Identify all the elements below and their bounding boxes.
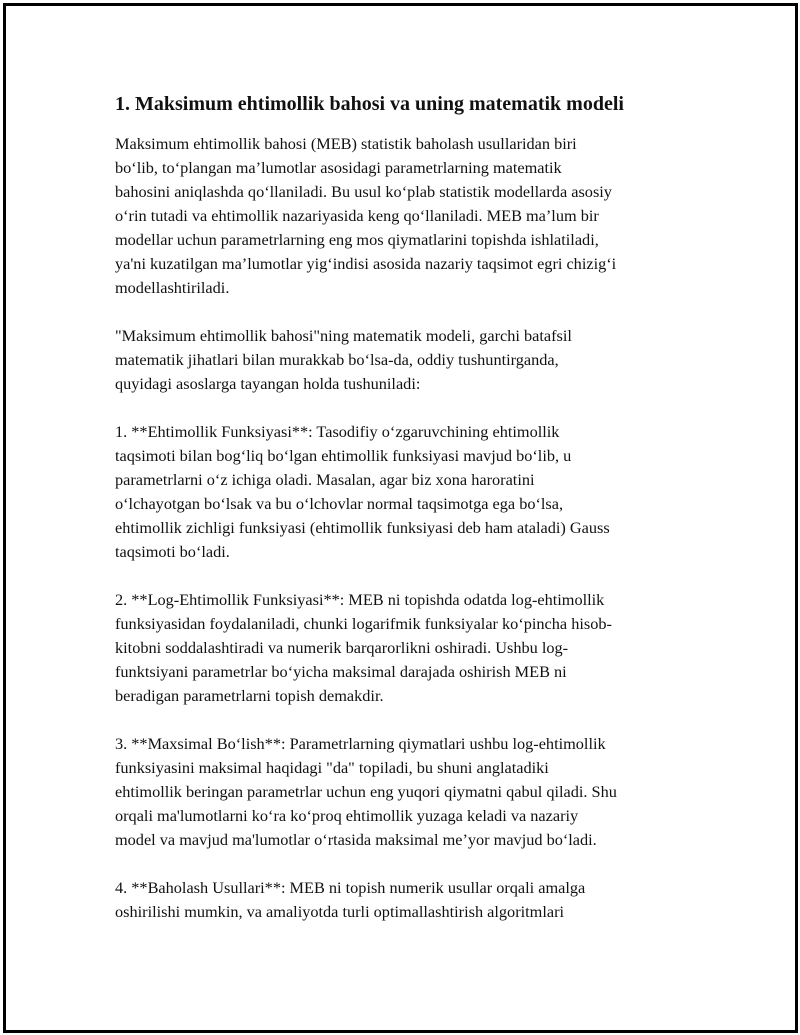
text-line: ya'ni kuzatilgan ma’lumotlar yig‘indisi asosida nazariy taqsimot egri chizig‘i <box>115 254 617 273</box>
text-line: 2. **Log-Ehtimollik Funksiyasi**: MEB ni topishda odatda log-ehtimollik <box>115 590 605 609</box>
section-heading: 1. Maksimum ehtimollik bahosi va uning matematik modeli <box>115 93 624 115</box>
document-body <box>115 90 695 948</box>
list-item-maximization <box>115 732 695 852</box>
text-line: funksiyasidan foydalaniladi, chunki logarifmik funksiyalar ko‘pincha hisob- <box>115 614 612 633</box>
text-line: modellar uchun parametrlarning eng mos qiymatlarini topishda ishlatiladi, <box>115 230 599 249</box>
list-item-estimation-methods <box>115 876 695 924</box>
text-line: quyidagi asoslarga tayangan holda tushuniladi: <box>115 374 421 393</box>
text-line: bahosini aniqlashda qo‘llaniladi. Bu usul ko‘plab statistik modellarda asosiy <box>115 182 612 201</box>
text-line: Maksimum ehtimollik bahosi (MEB) statistik baholash usullaridan biri <box>115 134 577 153</box>
text-line: parametrlarni o‘z ichiga oladi. Masalan, agar biz xona haroratini <box>115 470 535 489</box>
text-line: funktsiyani parametrlar bo‘yicha maksimal darajada oshirish MEB ni <box>115 662 567 681</box>
text-line: ehtimollik zichligi funksiyasi (ehtimollik funksiyasi deb ham ataladi) Gauss <box>115 518 610 537</box>
text-line: "Maksimum ehtimollik bahosi"ning matematik modeli, garchi batafsil <box>115 326 572 345</box>
list-item-log-likelihood <box>115 588 695 708</box>
text-line: ehtimollik beringan parametrlar uchun eng yuqori qiymatni qabul qiladi. Shu <box>115 782 617 801</box>
text-line: funksiyasini maksimal haqidagi "da" topiladi, bu shuni anglatadiki <box>115 758 549 777</box>
text-line: bo‘lib, to‘plangan ma’lumotlar asosidagi parametrlarning matematik <box>115 158 562 177</box>
text-line: 3. **Maxsimal Bo‘lish**: Parametrlarning qiymatlari ushbu log-ehtimollik <box>115 734 606 753</box>
text-line: o‘lchayotgan bo‘lsak va bu o‘lchovlar normal taqsimotga ega bo‘lsa, <box>115 494 564 513</box>
text-line: orqali ma'lumotlarni ko‘ra ko‘proq ehtimollik yuzaga keladi va nazariy <box>115 806 579 825</box>
list-item-likelihood-function <box>115 420 695 564</box>
text-line: 1. **Ehtimollik Funksiyasi**: Tasodifiy o‘zgaruvchining ehtimollik <box>115 422 560 441</box>
text-line: model va mavjud ma'lumotlar o‘rtasida maksimal me’yor mavjud bo‘ladi. <box>115 830 597 849</box>
text-line: taqsimoti bo‘ladi. <box>115 542 230 561</box>
text-line: oshirilishi mumkin, va amaliyotda turli optimallashtirish algoritmlari <box>115 902 565 921</box>
text-line: matematik jihatlari bilan murakkab bo‘lsa-da, oddiy tushuntirganda, <box>115 350 559 369</box>
text-line: modellashtiriladi. <box>115 278 230 297</box>
text-line: taqsimoti bilan bog‘liq bo‘lgan ehtimollik funksiyasi mavjud bo‘lib, u <box>115 446 572 465</box>
text-line: 4. **Baholash Usullari**: MEB ni topish numerik usullar orqali amalga <box>115 878 586 897</box>
text-line: kitobni soddalashtiradi va numerik barqarorlikni oshiradi. Ushbu log- <box>115 638 569 657</box>
model-intro-paragraph <box>115 324 695 396</box>
text-line: beradigan parametrlarni topish demakdir. <box>115 686 384 705</box>
text-line: o‘rin tutadi va ehtimollik nazariyasida keng qo‘llaniladi. MEB ma’lum bir <box>115 206 599 225</box>
intro-paragraph <box>115 132 695 300</box>
